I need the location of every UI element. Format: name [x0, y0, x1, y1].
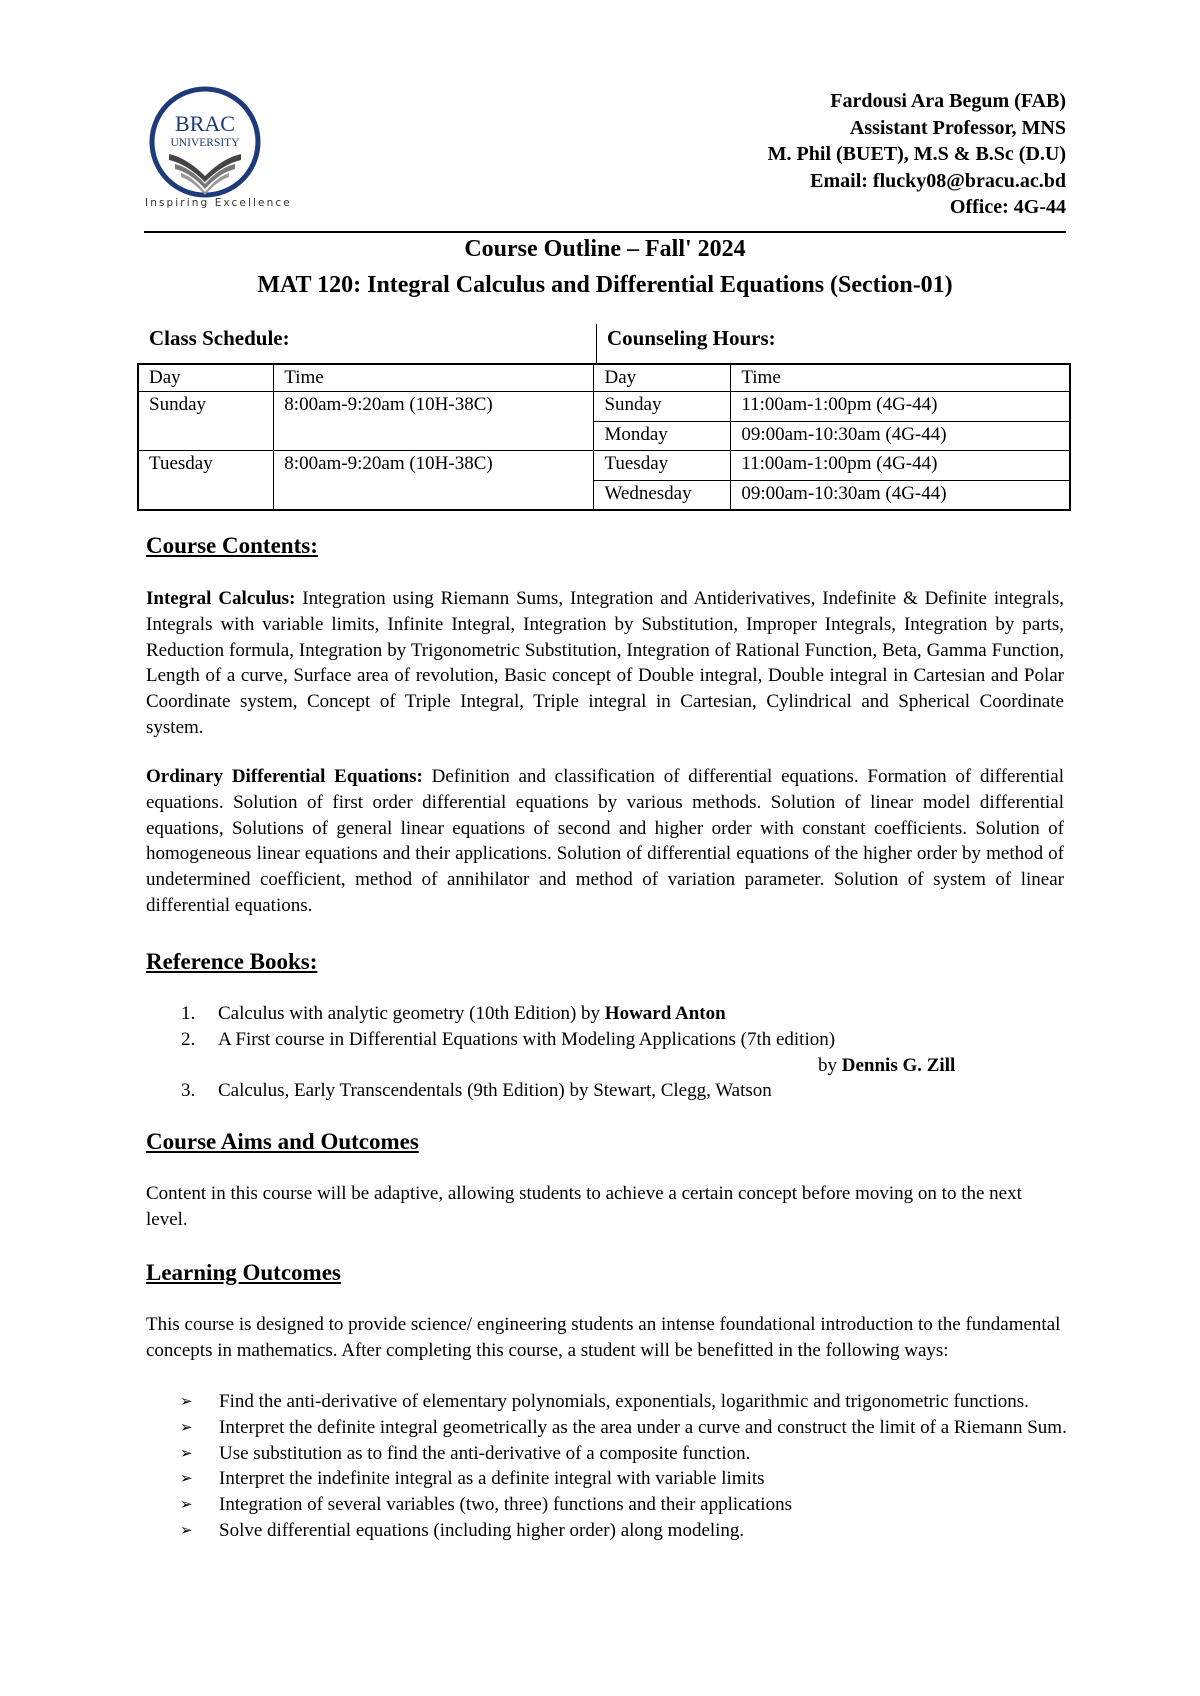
author-title: Assistant Professor, MNS: [849, 116, 1066, 139]
class-time-cell: 8:00am-9:20am (10H-38C): [274, 392, 594, 451]
ode-paragraph: [146, 764, 1064, 919]
list-item: [180, 1518, 1070, 1544]
schedule-table: [137, 363, 1071, 511]
list-number: 1.: [181, 1003, 196, 1024]
list-item: [180, 1492, 1070, 1518]
reference-books-heading: Reference Books:: [146, 949, 318, 974]
outcome-text: Find the anti-derivative of elementary polynomials, exponentials, logarithmic and trigonometric functions.: [219, 1391, 1029, 1412]
outcome-text: Solve differential equations (including higher order) along modeling.: [219, 1519, 745, 1541]
integral-calculus-text: Integration using Riemann Sums, Integration and Antiderivatives, Indefinite & Definite integrals, Integrals with variable limits, Infinite Integral, Integration by Substitution, Improper Integrals, Integration by parts, Reduction formula, Integration by Trigonometric Substitution, Integration of Rational Function, Beta, Gamma Function, Length of a curve, Surface area of revolution, Basic concept of Double integral, Double integral in Cartesian and Polar Coordinate system, Concept of Triple Integral, Triple integral in Cartesian, Cylindrical and Spherical Coordinate system.: [146, 588, 1064, 738]
counseling-hours-heading: Counseling Hours:: [607, 326, 776, 350]
class-time-header: Time: [274, 364, 594, 392]
course-aims-text: Content in this course will be adaptive, allowing students to achieve a certain concept before moving on to the next level.: [146, 1183, 1022, 1230]
reference-text: A First course in Differential Equations with Modeling Applications (7th edition): [218, 1028, 836, 1050]
counsel-day-header: Day: [594, 364, 731, 392]
table-row: [138, 392, 1070, 422]
reference-by: by: [818, 1054, 842, 1076]
integral-calculus-label: Integral Calculus:: [146, 588, 296, 609]
table-row: [138, 451, 1070, 481]
list-item: [180, 1466, 1070, 1492]
reference-byline: [218, 1053, 1060, 1079]
class-day-header: Day: [138, 364, 274, 392]
logo-text-university: UNIVERSITY: [170, 137, 240, 149]
course-title: MAT 120: Integral Calculus and Differential Equations (Section-01): [257, 272, 953, 298]
learning-outcomes-intro: This course is designed to provide science/ engineering students an intense foundational introduction to the fundamental concepts in mathematics. After completing this course, a student will be benefitted in the following ways:: [146, 1314, 1061, 1361]
counsel-day-cell: Wednesday: [594, 480, 731, 510]
class-day-cell: Tuesday: [138, 451, 274, 511]
header-divider: [144, 231, 1066, 233]
logo-tagline: Inspiring Excellence: [145, 197, 292, 209]
counsel-time-cell: 11:00am-1:00pm (4G-44): [731, 392, 1070, 422]
counsel-time-header: Time: [731, 364, 1070, 392]
arrow-bullet-icon: ➢: [180, 1417, 193, 1436]
list-item: [180, 1389, 1070, 1415]
reference-list: [170, 1001, 1060, 1104]
arrow-bullet-icon: ➢: [180, 1469, 193, 1488]
author-email[interactable]: Email: flucky08@bracu.ac.bd: [810, 169, 1066, 192]
ode-text: Definition and classification of differential equations. Formation of differential equations. Solution of first order differential equations by various methods. Solution of linear model differential equations, Solutions of general linear equations of second and higher order with constant coefficients. Solution of homogeneous linear equations and their applications. Solution of differential equations of the higher order by method of undetermined coefficient, method of annihilator and method of variation parameter. Solution of system of linear differential equations.: [146, 766, 1064, 916]
class-time-cell: 8:00am-9:20am (10H-38C): [274, 451, 594, 511]
author-degrees: M. Phil (BUET), M.S & B.Sc (D.U): [767, 143, 1066, 165]
outcome-text: Interpret the definite integral geometrically as the area under a curve and construct the limit of a Riemann Sum.: [219, 1416, 1067, 1438]
arrow-bullet-icon: ➢: [180, 1495, 193, 1514]
ode-label: Ordinary Differential Equations:: [146, 766, 423, 787]
list-item: [170, 1001, 1060, 1027]
counsel-day-cell: Monday: [594, 421, 731, 451]
page-title: Course Outline – Fall' 2024: [464, 236, 746, 262]
course-contents-heading: Course Contents:: [146, 533, 318, 558]
outcome-text: Interpret the indefinite integral as a definite integral with variable limits: [219, 1468, 765, 1490]
reference-author: Howard Anton: [604, 1003, 726, 1024]
logo-text-brac: BRAC: [175, 111, 235, 136]
author-info: [768, 88, 1066, 221]
reference-author: Dennis G. Zill: [841, 1054, 956, 1076]
arrow-bullet-icon: ➢: [180, 1520, 193, 1539]
list-item: [170, 1078, 1060, 1104]
author-office: Office: 4G-44: [949, 196, 1066, 218]
counsel-time-cell: 11:00am-1:00pm (4G-44): [731, 451, 1070, 481]
list-number: 2.: [181, 1028, 196, 1050]
schedule-divider: [596, 324, 597, 364]
counsel-day-cell: Sunday: [594, 392, 731, 422]
counsel-day-cell: Tuesday: [594, 451, 731, 481]
counsel-time-cell: 09:00am-10:30am (4G-44): [731, 421, 1070, 451]
list-item: [180, 1441, 1070, 1467]
class-schedule-heading: Class Schedule:: [149, 326, 290, 350]
learning-outcomes-heading: Learning Outcomes: [146, 1260, 341, 1285]
outcome-text: Use substitution as to find the anti-derivative of a composite function.: [219, 1442, 751, 1464]
outcome-list: [180, 1389, 1070, 1544]
author-name: Fardousi Ara Begum (FAB): [830, 90, 1066, 112]
table-header-row: [138, 364, 1070, 392]
brac-university-logo: [143, 84, 293, 214]
reference-text: Calculus with analytic geometry (10th Edition) by: [218, 1003, 605, 1024]
arrow-bullet-icon: ➢: [180, 1392, 193, 1410]
list-item: [180, 1415, 1070, 1441]
class-day-cell: Sunday: [138, 392, 274, 451]
reference-text: Calculus, Early Transcendentals (9th Edition) by Stewart, Clegg, Watson: [218, 1080, 772, 1102]
integral-calculus-paragraph: [146, 586, 1064, 741]
course-aims-heading: Course Aims and Outcomes: [146, 1129, 419, 1154]
list-number: 3.: [181, 1080, 196, 1102]
arrow-bullet-icon: ➢: [180, 1443, 193, 1462]
outcome-text: Integration of several variables (two, three) functions and their applications: [219, 1494, 792, 1516]
counsel-time-cell: 09:00am-10:30am (4G-44): [731, 480, 1070, 510]
list-item: [170, 1027, 1060, 1079]
